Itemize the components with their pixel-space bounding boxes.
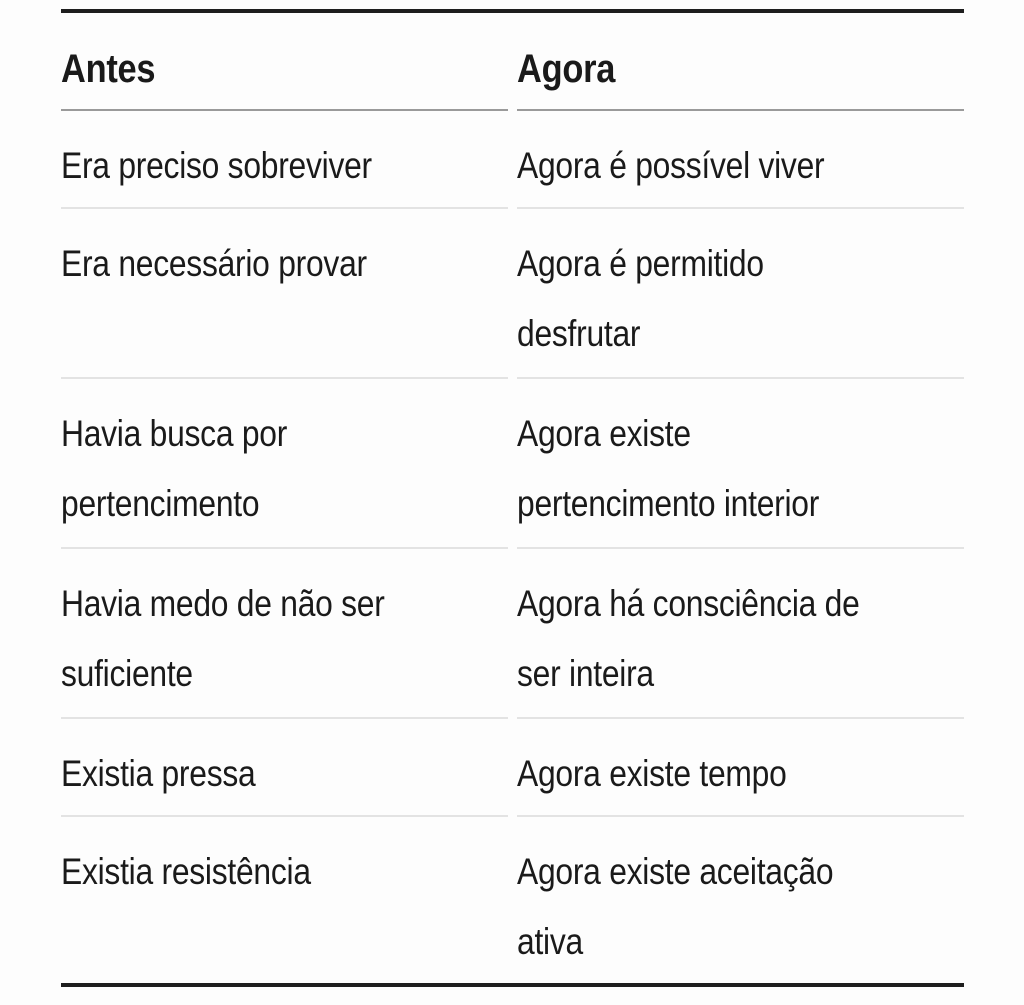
cell-line: Agora existe aceitação [517, 851, 834, 892]
header-cell-agora [517, 13, 964, 111]
cell-antes [61, 379, 508, 549]
cell-antes [61, 817, 508, 983]
cell-agora [517, 209, 964, 379]
header-cell-antes [61, 13, 508, 111]
table-row [61, 379, 964, 549]
header-antes: Antes [61, 47, 156, 91]
cell-line: Existia pressa [61, 753, 256, 794]
cell-line: Havia busca por [61, 413, 288, 454]
cell-line: ser inteira [517, 653, 654, 694]
table-row [61, 719, 964, 817]
cell-antes [61, 209, 508, 379]
table-row [61, 209, 964, 379]
table-header-row [61, 13, 964, 111]
table-row [61, 549, 964, 719]
cell-line: suficiente [61, 653, 193, 694]
table-row [61, 817, 964, 983]
cell-line: desfrutar [517, 313, 641, 354]
header-agora: Agora [517, 47, 616, 91]
cell-antes [61, 549, 508, 719]
cell-antes [61, 719, 508, 817]
cell-agora [517, 719, 964, 817]
cell-line: Era necessário provar [61, 243, 367, 284]
cell-line: pertencimento interior [517, 483, 820, 524]
cell-line: Existia resistência [61, 851, 311, 892]
cell-line: ativa [517, 921, 583, 962]
cell-line: Agora é possível viver [517, 145, 825, 186]
cell-line: Agora há consciência de [517, 583, 860, 624]
table-row [61, 111, 964, 209]
cell-agora [517, 549, 964, 719]
cell-line: Agora existe [517, 413, 691, 454]
cell-agora [517, 817, 964, 983]
cell-agora [517, 379, 964, 549]
table-bottom-rule [61, 983, 964, 987]
cell-agora [517, 111, 964, 209]
cell-antes [61, 111, 508, 209]
cell-line: Agora existe tempo [517, 753, 787, 794]
cell-line: pertencimento [61, 483, 260, 524]
cell-line: Era preciso sobreviver [61, 145, 372, 186]
cell-line: Havia medo de não ser [61, 583, 385, 624]
cell-line: Agora é permitido [517, 243, 764, 284]
